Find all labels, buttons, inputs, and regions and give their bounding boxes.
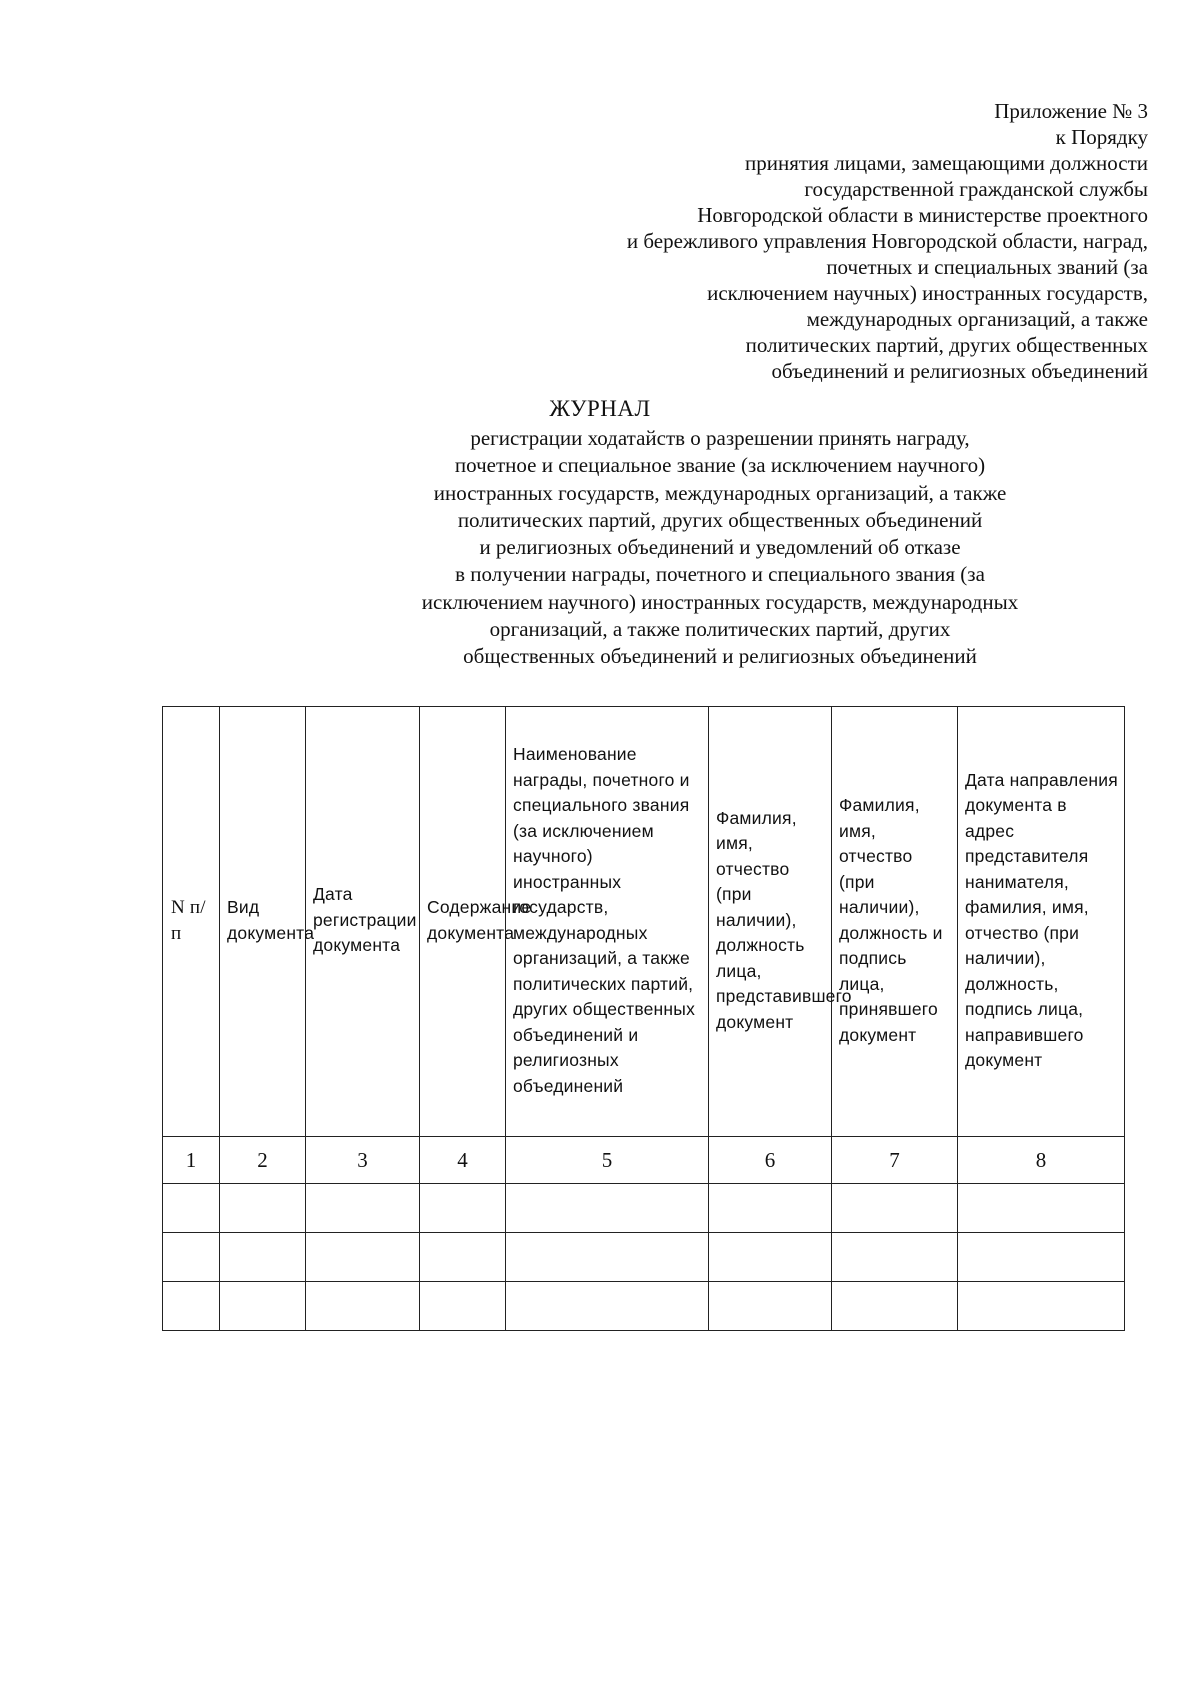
column-header: Вид документа: [220, 707, 306, 1137]
subtitle-line: иностранных государств, международных организаций, а также: [433, 480, 1007, 505]
column-header: Фамилия, имя, отчество (при наличии), должность и подпись лица, принявшего документ: [832, 707, 958, 1137]
appendix-line: политических партий, других общественных: [745, 333, 1148, 357]
journal-title: ЖУРНАЛ: [549, 396, 651, 421]
table-cell: [506, 1184, 709, 1233]
table-row: [163, 1233, 1125, 1282]
table-cell: [832, 1184, 958, 1233]
table-cell: [306, 1184, 420, 1233]
column-number: 4: [420, 1137, 506, 1184]
table-cell: [958, 1184, 1125, 1233]
table-cell: [832, 1282, 958, 1331]
table-cell: [958, 1233, 1125, 1282]
appendix-line: международных организаций, а также: [806, 307, 1148, 331]
column-header: N п/п: [163, 707, 220, 1137]
column-header: Дата направления документа в адрес представителя нанимателя, фамилия, имя, отчество (при наличии), должность, подпись лица, направившего документ: [958, 707, 1125, 1137]
header-row: [163, 707, 1125, 1137]
table-cell: [220, 1184, 306, 1233]
column-header: Содержание документа: [420, 707, 506, 1137]
subtitle-line: исключением научного) иностранных государств, международных: [421, 589, 1019, 614]
subtitle-line: политических партий, других общественных объединений: [457, 507, 983, 532]
subtitle-line: и религиозных объединений и уведомлений об отказе: [479, 535, 961, 560]
appendix-line: принятия лицами, замещающими должности: [745, 151, 1148, 175]
table-row: [163, 1282, 1125, 1331]
table-cell: [220, 1282, 306, 1331]
table-cell: [832, 1233, 958, 1282]
table-cell: [220, 1233, 306, 1282]
appendix-line: Новгородской области в министерстве проектного: [697, 203, 1148, 227]
appendix-line: почетных и специальных званий (за: [826, 255, 1148, 279]
subtitle-line: почетное и специальное звание (за исключением научного): [454, 453, 986, 478]
column-number: 8: [958, 1137, 1125, 1184]
appendix-line: Приложение № 3: [994, 99, 1148, 123]
table-cell: [163, 1184, 220, 1233]
table-cell: [709, 1233, 832, 1282]
appendix-line: исключением научных) иностранных государств,: [707, 281, 1148, 305]
table-cell: [420, 1282, 506, 1331]
subtitle-line: в получении награды, почетного и специального звания (за: [455, 562, 985, 587]
column-header: Фамилия, имя, отчество (при наличии), должность лица, представившего документ: [709, 707, 832, 1137]
column-number: 6: [709, 1137, 832, 1184]
appendix-line: и бережливого управления Новгородской области, наград,: [626, 229, 1148, 253]
appendix-line: государственной гражданской службы: [804, 177, 1148, 201]
table-cell: [306, 1282, 420, 1331]
appendix-header: [448, 98, 1148, 384]
subtitle-line: регистрации ходатайств о разрешении принять награду,: [470, 426, 970, 450]
table-cell: [709, 1282, 832, 1331]
table-cell: [420, 1184, 506, 1233]
column-number: 5: [506, 1137, 709, 1184]
table-cell: [306, 1233, 420, 1282]
subtitle-line: общественных объединений и религиозных объединений: [463, 644, 977, 669]
column-number-row: [163, 1137, 1125, 1184]
column-number: 1: [163, 1137, 220, 1184]
table-cell: [958, 1282, 1125, 1331]
column-number: 7: [832, 1137, 958, 1184]
column-number: 2: [220, 1137, 306, 1184]
subtitle-line: организаций, а также политических партий, других: [489, 617, 951, 642]
table-cell: [163, 1233, 220, 1282]
table-cell: [709, 1184, 832, 1233]
appendix-line: к Порядку: [1055, 125, 1148, 149]
journal-table: [162, 706, 1125, 1331]
column-number: 3: [306, 1137, 420, 1184]
table-cell: [506, 1282, 709, 1331]
table-cell: [420, 1233, 506, 1282]
appendix-line: объединений и религиозных объединений: [771, 359, 1148, 383]
table-cell: [506, 1233, 709, 1282]
column-header: Наименование награды, почетного и специального звания (за исключением научного) иностранных государств, международных организаций, а также политических партий, других общественных объединений и религиозных объединений: [506, 707, 709, 1137]
table-cell: [163, 1282, 220, 1331]
column-header: Дата регистрации документа: [306, 707, 420, 1137]
table-row: [163, 1184, 1125, 1233]
journal-subtitle: [300, 425, 1140, 671]
